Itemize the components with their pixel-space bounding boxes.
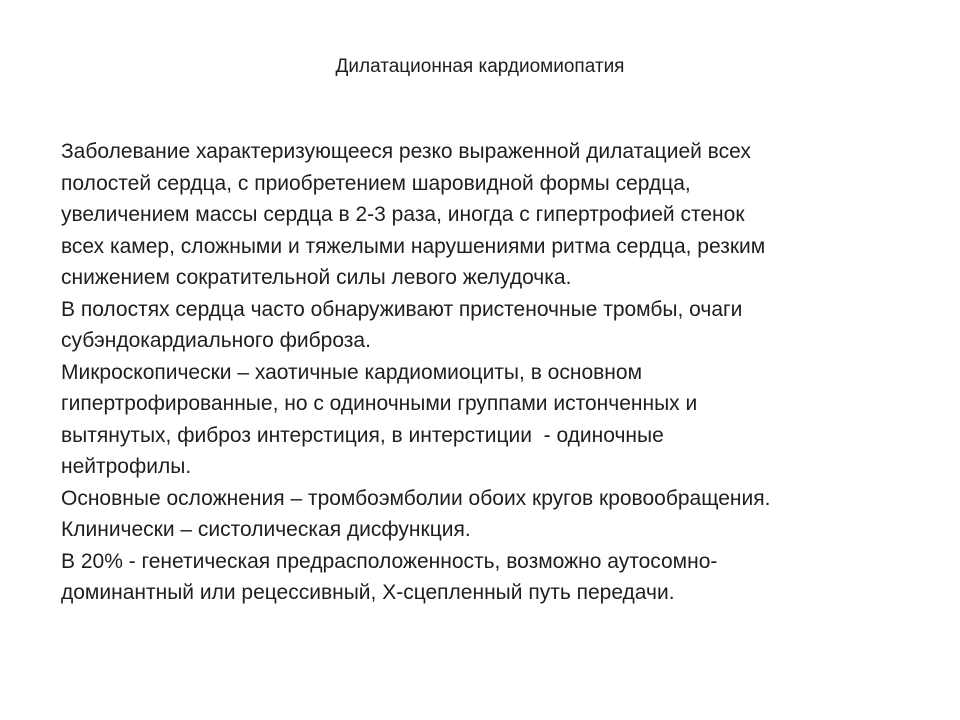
- body-line: Заболевание характеризующееся резко выраженной дилатацией всех: [61, 140, 751, 163]
- body-line: В полостях сердца часто обнаруживают пристеночные тромбы, очаги: [61, 297, 743, 321]
- body-line: гипертрофированные, но с одиночными группами истонченных и: [61, 392, 698, 415]
- body-line: субэндокардиального фиброза.: [61, 329, 371, 352]
- body-line: Микроскопически – хаотичные кардиомиоциты, в основном: [61, 360, 643, 384]
- body-line: всех камер, сложными и тяжелыми нарушениями ритма сердца, резким: [61, 234, 766, 258]
- body-line: нейтрофилы.: [61, 455, 192, 478]
- body-line: Основные осложнения – тромбоэмболии обоих кругов кровообращения.: [61, 486, 771, 510]
- body-line: Клинически – систолическая дисфункция.: [61, 518, 471, 541]
- body-line: увеличением массы сердца в 2-3 раза, иногда с гипертрофией стенок: [61, 203, 745, 226]
- body-line: В 20% - генетическая предрасположенность, возможно аутосомно-: [61, 549, 718, 573]
- slide-title: Дилатационная кардиомиопатия: [335, 56, 625, 77]
- body-line: снижением сократительной силы левого желудочка.: [61, 266, 572, 289]
- slide-body-text: [61, 136, 911, 609]
- body-line: вытянутых, фиброз интерстиция, в интерстиции - одиночные: [61, 423, 664, 447]
- body-line: доминантный или рецессивный, Х-сцепленный путь передачи.: [61, 581, 675, 604]
- body-line: полостей сердца, с приобретением шаровидной формы сердца,: [61, 171, 691, 195]
